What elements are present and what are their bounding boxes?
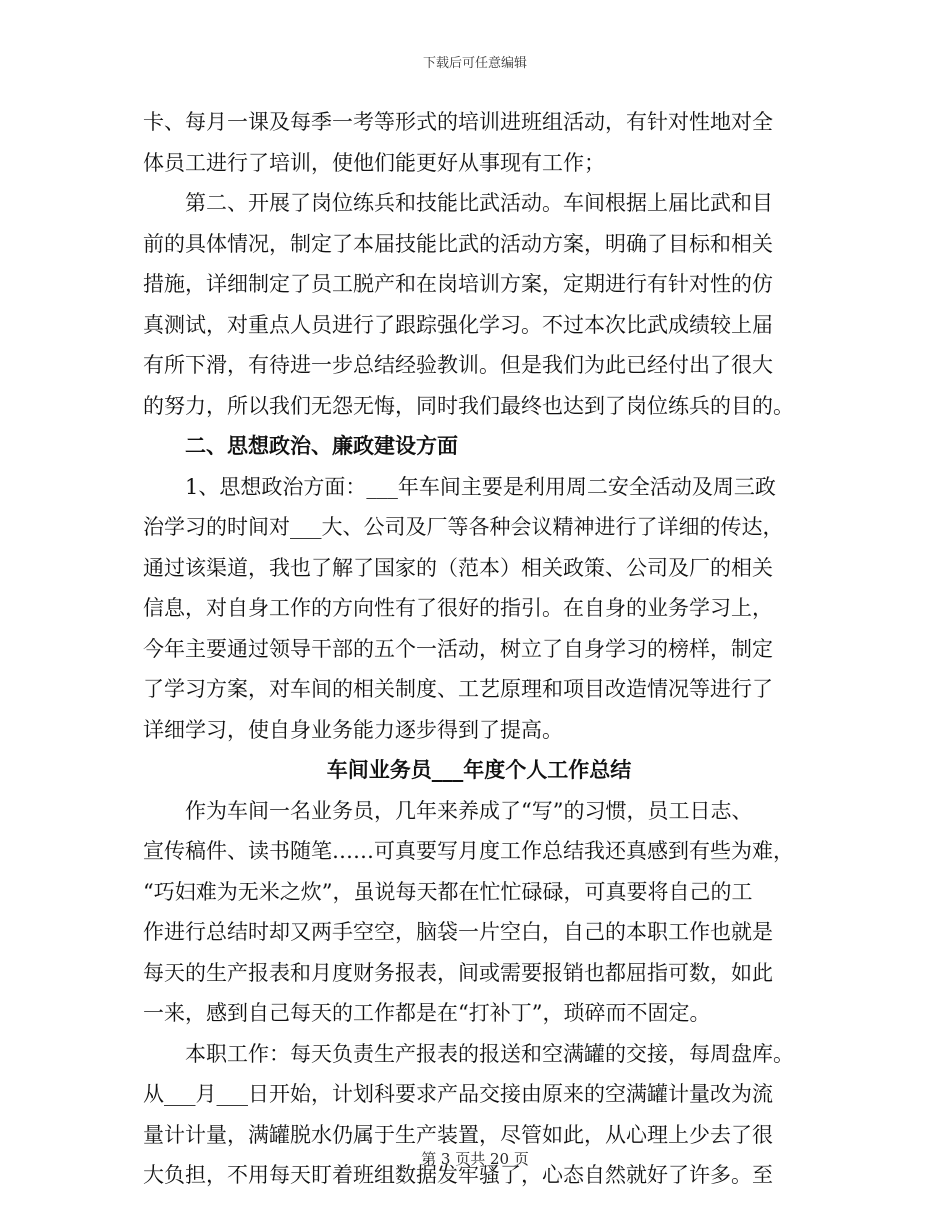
paragraph-start-line: 作为车间一名业务员，几年来养成了“写”的习惯，员工日志、 — [185, 798, 753, 823]
page-footer: 第 3 页共 20 页 — [421, 1150, 529, 1168]
body-line: 信息，对自身工作的方向性有了很好的指引。在自身的业务学习上， — [143, 596, 773, 620]
body-line: 一来，感到自己每天的工作都是在“打补丁”，琐碎而不固定。 — [143, 1001, 711, 1025]
body-line: 真测试，对重点人员进行了跟踪强化学习。不过本次比武成绩较上届 — [143, 312, 773, 337]
paragraph-start-line: 本职工作：每天负责生产报表的报送和空满罐的交接，每周盘库。 — [185, 1041, 794, 1066]
body-line: 治学习的时间对___大、公司及厂等各种会议精神进行了详细的传达， — [143, 515, 784, 539]
body-line: 的努力，所以我们无怨无悔，同时我们最终也达到了岗位练兵的目的。 — [143, 393, 794, 418]
body-line: 卡、每月一课及每季一考等形式的培训进班组活动，有针对性地对全 — [143, 110, 773, 134]
document-body — [143, 102, 815, 1196]
section-heading: 二、思想政治、廉政建设方面 — [185, 433, 458, 458]
body-line: 每天的生产报表和月度财务报表，间或需要报销也都屈指可数，如此 — [143, 960, 773, 985]
body-line: 有所下滑，有待进一步总结经验教训。但是我们为此已经付出了很大 — [143, 353, 773, 377]
body-line: 宣传稿件、读书随笔……可真要写月度工作总结我还真感到有些为难， — [143, 839, 794, 863]
body-line: 今年主要通过领导干部的五个一活动，树立了自身学习的榜样，制定 — [143, 636, 773, 661]
body-line: 措施，详细制定了员工脱产和在岗培训方案，定期进行有针对性的仿 — [143, 272, 773, 296]
paragraph-start-line: 1、思想政治方面：___年车间主要是利用周二安全活动及周三政 — [185, 474, 776, 499]
body-line: 量计计量，满罐脱水仍属于生产装置，尽管如此，从心理上少去了很 — [143, 1122, 773, 1147]
body-line: 从___月___日开始，计划科要求产品交接由原来的空满罐计量改为流 — [143, 1082, 773, 1106]
body-line: “巧妇难为无米之炊”，虽说每天都在忙忙碌碌，可真要将自己的工 — [143, 879, 753, 904]
body-line: 通过该渠道，我也了解了国家的（范本）相关政策、公司及厂的相关 — [143, 555, 773, 580]
body-line: 详细学习，使自身业务能力逐步得到了提高。 — [143, 717, 563, 742]
body-line: 大负担，不用每天盯着班组数据发牢骚了，心态自然就好了许多。至 — [143, 1163, 773, 1187]
document-title: 车间业务员___年度个人工作总结 — [326, 757, 632, 782]
body-line: 前的具体情况，制定了本届技能比武的活动方案，明确了目标和相关 — [143, 231, 773, 256]
body-line: 体员工进行了培训，使他们能更好从事现有工作； — [143, 150, 605, 175]
paragraph-start-line: 第二、开展了岗位练兵和技能比武活动。车间根据上届比武和目 — [185, 191, 773, 215]
body-line: 了学习方案，对车间的相关制度、工艺原理和项目改造情况等进行了 — [143, 677, 773, 701]
body-line: 作进行总结时却又两手空空，脑袋一片空白，自己的本职工作也就是 — [143, 920, 773, 944]
page-header: 下载后可任意编辑 — [422, 56, 527, 71]
